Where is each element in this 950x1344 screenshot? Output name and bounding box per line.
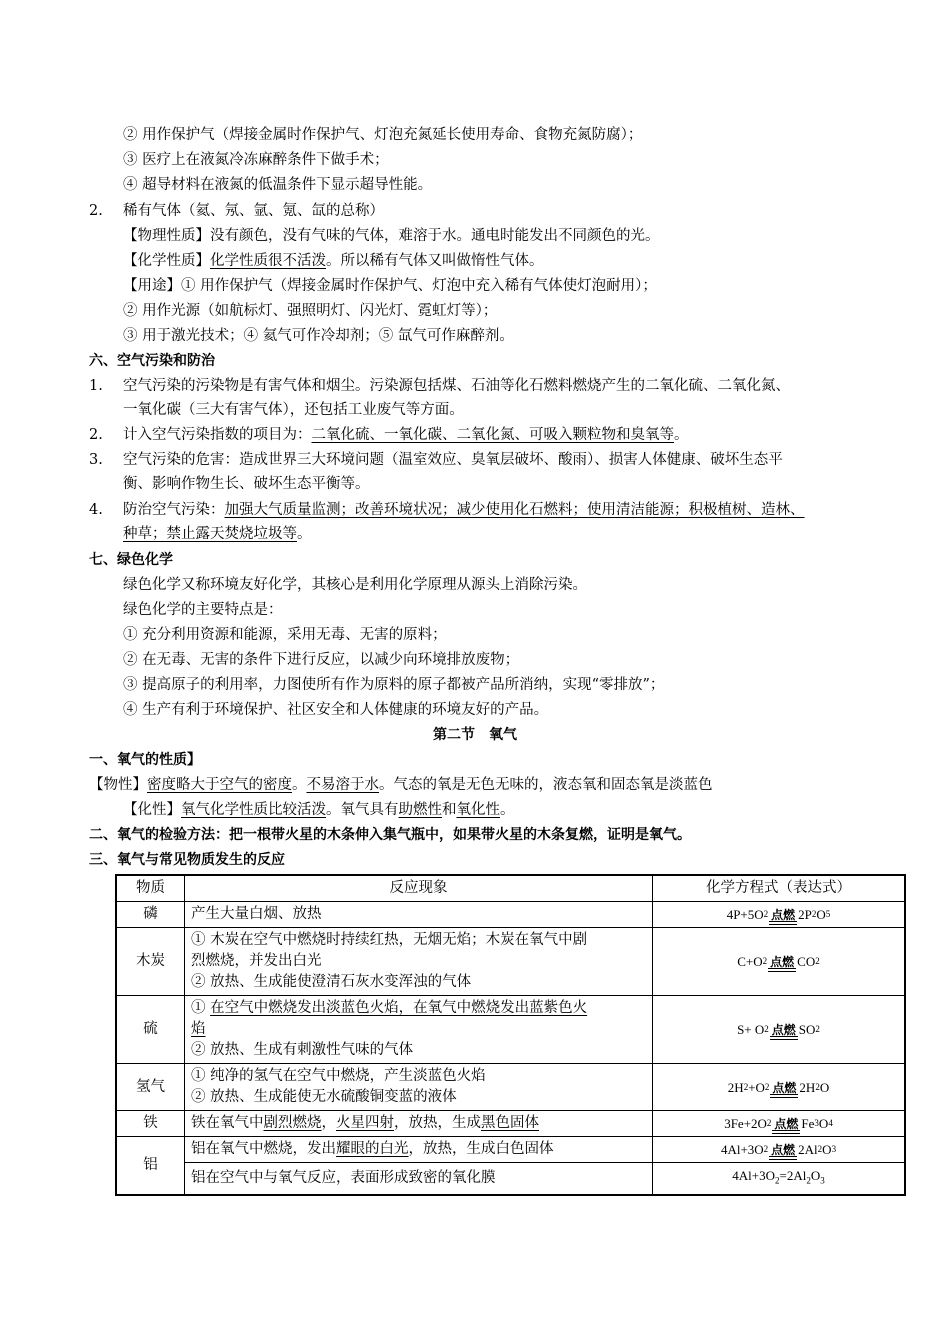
product: 2P [798,907,812,922]
period: 。 [500,802,515,818]
equation-carbon [653,928,906,996]
condition-label: 点燃 [771,1143,796,1157]
substance-aluminum: 铝 [116,1137,185,1195]
reactants: 4P+5O [726,907,764,922]
phenomenon-text: 铝在氧气中燃烧，发出 [191,1141,336,1157]
combustion-support: 助燃性 [398,802,442,818]
table-row [116,902,905,928]
physical-label: 【物理性质】 [123,228,210,244]
equals-bar [770,1094,798,1098]
comma: ， [321,1115,336,1131]
equation-phosphorus [653,902,906,928]
phenomenon-text: ，放热，生成 [394,1115,481,1131]
section-7-title: 七、绿色化学 [89,552,173,568]
and: 和 [442,802,457,818]
item-number: 4. [89,502,103,518]
oxidizing: 氧化性 [456,802,500,818]
green-chem-feature-4: ④ 生产有利于环境保护、社区安全和人体健康的环境友好的产品。 [123,702,549,718]
condition-ignite [769,909,797,925]
phenomenon-line [191,998,646,1019]
table-header-row [116,875,905,902]
pollution-item-3-text: 空气污染的危害：造成世界三大环境问题（温室效应、臭氧层破坏、酸雨）、损害人体健康、破坏生态平 [123,452,783,468]
oxygen-chemical [123,799,515,821]
phenomenon-sulfur [185,996,653,1064]
prevention-measures: 加强大气质量监测；改善环境状况；减少使用化石燃料；使用清洁能源；积极植树、造林、 [224,502,805,518]
substance-phosphorus: 磷 [116,902,185,928]
pollution-item-2-text: 计入空气污染指数的项目为： [123,427,312,443]
product: SO [798,1022,816,1037]
chemical-rest: 。所以稀有气体又叫做惰性气体。 [326,253,544,269]
period: 。 [297,526,312,542]
nitrogen-use-2: ② 用作保护气（焊接金属时作保护气、灯泡充氮延长使用寿命、食物充氮防腐）； [123,127,643,143]
circled-number: ① [191,1000,211,1016]
equation-iron [653,1111,906,1137]
table-row [116,996,905,1064]
oxygen-reactions-heading: 三、氧气与常见物质发生的反应 [89,852,285,868]
condition-label: 点燃 [770,955,795,969]
phenomenon-line: ② 放热、生成能使澄清石灰水变浑浊的气体 [191,974,472,990]
product-part: O [816,907,826,922]
pollution-item-4-cont [123,523,312,545]
rare-gas-title: 稀有气体（氦、氖、氩、氪、氙的总称） [123,203,384,219]
activity-note: 氧气化学性质比较活泼 [181,802,326,818]
subscript: 2 [775,1175,780,1186]
equals-bar [768,968,796,972]
table-row [116,1163,905,1195]
solubility-note: 不易溶于水 [306,777,379,793]
key-phrase: 火星四射 [336,1115,394,1131]
subscript: 4 [828,1118,833,1128]
condition-label: 点燃 [774,1117,799,1131]
flame-description-cont: 焰 [191,1021,206,1037]
header-substance: 物质 [116,875,185,902]
subscript: 2 [763,1144,769,1154]
pollution-item-1-cont: 一氧化碳（三大有害气体），还包括工业废气等方面。 [123,402,464,418]
condition-ignite [770,1024,798,1040]
product: 2H [799,1079,816,1095]
green-chem-p2: 绿色化学的主要特点是： [123,602,283,618]
reactants: C+O [737,954,763,969]
subscript: 2 [811,909,817,919]
phenomenon-aluminum-air: 铝在空气中与氧气反应，表面形成致密的氧化膜 [185,1163,653,1195]
pollution-item-3-cont: 衡、影响作物生长、破坏生态平衡等。 [123,476,370,492]
subscript: 2 [764,1081,770,1092]
phenomenon-iron [185,1111,653,1137]
period: 。 [674,427,689,443]
equals-bar [772,1130,800,1134]
product: CO [797,954,816,969]
oxygen-properties-heading: 一、氧气的性质】 [89,752,201,768]
subscript: 2 [817,1144,823,1154]
item-number: 1. [89,378,103,394]
reactants-part: +O [748,1079,765,1095]
condition-ignite [772,1118,800,1134]
chemical-key: 化学性质很不活泼 [210,253,326,269]
substance-sulfur: 硫 [116,996,185,1064]
green-chem-feature-1: ① 充分利用资源和能源，采用无毒、无害的原料； [123,627,447,643]
item-number: 2. [89,427,103,443]
subscript: 2 [763,909,769,919]
phenomenon-aluminum-oxygen [185,1137,653,1163]
reaction-table [115,874,906,1196]
table-row [116,1137,905,1163]
key-phrase: 耀眼的白光 [336,1141,409,1157]
product: 2Al [798,1142,818,1157]
green-chem-feature-2: ② 在无毒、无害的条件下进行反应，以减少向环境排放废物； [123,652,520,668]
product-part: O [819,1079,830,1095]
table-row [116,1064,905,1111]
phenomenon-line: ① 木炭在空气中燃烧时持续红热，无烟无焰；木炭在氧气中剧 [191,932,588,948]
subscript: 2 [815,1024,820,1034]
product-part: O [818,1116,829,1131]
subscript: 2 [815,1081,820,1092]
phenomenon-hydrogen [185,1064,653,1111]
product-part: O [822,1142,832,1157]
green-chem-feature-3: ③ 提高原子的利用率，力图使所有作为原料的原子都被产品所消纳，实现“零排放”； [123,677,665,693]
pollution-item-4 [89,499,805,521]
phenomenon-line: ② 放热、生成有刺激性气味的气体 [191,1042,414,1058]
key-phrase: 剧烈燃烧 [263,1115,322,1131]
reactants: 3Fe+2O [724,1116,767,1131]
table-row [116,928,905,996]
equals-bar [769,921,797,925]
flame-description: 在空气中燃烧发出淡蓝色火焰，在氧气中燃烧发出蓝紫色火 [210,1000,588,1016]
table-row [116,1111,905,1137]
subscript: 5 [825,909,831,919]
section-6-title: 六、空气污染和防治 [89,353,215,369]
substance-carbon: 木炭 [116,928,185,996]
rare-gas-chemical [123,250,544,272]
subscript: 3 [820,1175,825,1186]
equation-aluminum-air [653,1163,906,1195]
phenomenon-text: 铁在氧气中 [191,1115,264,1131]
substance-iron: 铁 [116,1111,185,1137]
phenomenon-line: ② 放热、生成能使无水硫酸铜变蓝的液体 [191,1089,457,1105]
rare-gas-heading [89,200,384,222]
condition-ignite [770,1082,798,1098]
equals-bar [769,1156,797,1160]
pollution-item-1-text: 空气污染的污染物是有害气体和烟尘。污染源包括煤、石油等化石燃料燃烧产生的二氧化硫、二氧化氮、 [123,378,790,394]
nitrogen-use-4: ④ 超导材料在液氮的低温条件下显示超导性能。 [123,177,433,193]
reactants: 4Al+3O [732,1168,775,1183]
phenomenon-carbon [185,928,653,996]
equation-sulfur [653,996,906,1064]
period: 。 [292,777,307,793]
phenomenon-phosphorus: 产生大量白烟、放热 [185,902,653,928]
subscript: 2 [806,1175,811,1186]
subscript: 2 [766,1118,772,1128]
item-number: 3. [89,452,103,468]
pollution-item-2 [89,424,689,446]
oxygen-physical [89,774,713,796]
phenomenon-line: ① 纯净的氢气在空气中燃烧，产生淡蓝色火焰 [191,1068,486,1084]
reactants: S+ O [737,1022,765,1037]
rare-gas-use-1: 【用途】① 用作保护气（焊接金属时作保护气、灯泡中充入稀有气体使灯泡耐用）； [123,278,657,294]
subscript: 2 [743,1081,749,1092]
equals-bar [770,1036,798,1040]
substance-hydrogen: 氢气 [116,1064,185,1111]
subscript: 3 [814,1118,819,1128]
pollution-index-items: 二氧化硫、一氧化碳、二氧化氮、可吸入颗粒物和臭氧等 [311,427,674,443]
reactants: 2H [727,1079,744,1095]
equation-part: =2Al [779,1168,807,1183]
condition-label: 点燃 [771,908,796,922]
pollution-item-4-text: 防治空气污染： [123,502,225,518]
pollution-item-3 [89,449,783,471]
condition-ignite [769,1144,797,1160]
key-phrase: 黑色固体 [481,1115,539,1131]
rare-gas-physical [123,225,660,247]
pollution-item-1 [89,375,790,397]
subscript: 3 [831,1144,837,1154]
equation-aluminum-oxygen [653,1137,906,1163]
product: Fe [801,1116,815,1131]
phenomenon-text: ，放热，生成白色固体 [408,1141,554,1157]
nitrogen-use-3: ③ 医疗上在液氮冷冻麻醉条件下做手术； [123,152,389,168]
physical-text: 没有颜色，没有气味的气体，难溶于水。通电时能发出不同颜色的光。 [210,228,660,244]
oxygen-test-method: 二、氧气的检验方法：把一根带火星的木条伸入集气瓶中，如果带火星的木条复燃，证明是氧气。 [89,827,691,843]
condition-ignite [768,956,796,972]
condition-label: 点燃 [771,1023,796,1037]
chemical-label: 【化学性质】 [123,253,210,269]
density-note: 密度略大于空气的密度 [147,777,292,793]
chemical-mid: 。氧气具有 [326,802,399,818]
item-number: 2. [89,203,103,219]
chemical-label: 【化性】 [123,802,181,818]
equation-hydrogen [653,1064,906,1111]
subscript: 2 [764,1024,769,1034]
header-equation: 化学方程式（表达式） [653,875,906,902]
equation-part: O [810,1168,821,1183]
header-phenomenon: 反应现象 [185,875,653,902]
reactants: 4Al+3O [720,1142,764,1157]
prevention-measures-cont: 种草；禁止露天焚烧垃圾等 [123,526,297,542]
condition-label: 点燃 [772,1080,797,1095]
physical-label: 【物性】 [89,777,147,793]
green-chem-p1: 绿色化学又称环境友好化学，其核心是利用化学原理从源头上消除污染。 [123,577,587,593]
rare-gas-use-2: ② 用作光源（如航标灯、强照明灯、闪光灯、霓虹灯等）； [123,303,498,319]
section-2-title: 第二节 氧气 [433,727,517,743]
subscript: 2 [762,956,768,966]
subscript: 2 [815,956,820,966]
phenomenon-line: 烈燃烧，并发出白光 [191,953,322,969]
rare-gas-use-3: ③ 用于激光技术；④ 氦气可作冷却剂；⑤ 氙气可作麻醉剂。 [123,328,514,344]
phenomenon-line [191,1019,646,1040]
physical-rest: 。气态的氧是无色无味的，液态氧和固态氧是淡蓝色 [379,777,713,793]
